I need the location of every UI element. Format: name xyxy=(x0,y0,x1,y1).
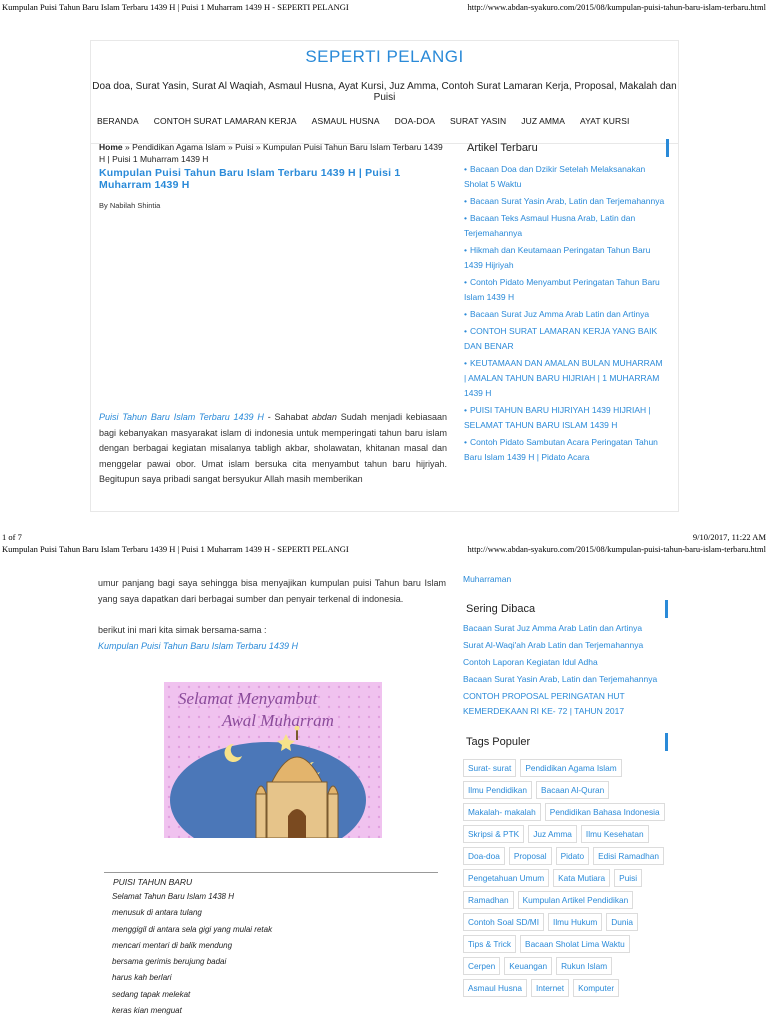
tag-chip[interactable]: Edisi Ramadhan xyxy=(593,847,664,865)
tag-chip[interactable]: Keuangan xyxy=(504,957,552,975)
sidebar-cont xyxy=(463,574,668,997)
greeting-line-2: Awal Muharram xyxy=(222,711,334,730)
artikel-item[interactable] xyxy=(464,356,669,401)
greeting-line-1: Selamat Menyambut xyxy=(178,689,318,708)
print-header-2 xyxy=(0,542,768,556)
artikel-link[interactable]: Bacaan Teks Asmaul Husna Arab, Latin dan Terjemahannya xyxy=(464,213,636,238)
print-header-title: Kumpulan Puisi Tahun Baru Islam Terbaru 1439 H | Puisi 1 Muharram 1439 H - SEPERTI PELANGI xyxy=(2,2,349,12)
tag-chip[interactable]: Surat- surat xyxy=(463,759,516,777)
tag-chip[interactable]: Internet xyxy=(531,979,569,997)
print-header-url: http://www.abdan-syakuro.com/2015/08/kumpulan-puisi-tahun-baru-islam-terbaru.html xyxy=(467,2,766,12)
artikel-item[interactable] xyxy=(464,324,669,354)
poem-line: harus kah berlari xyxy=(112,973,172,983)
tags-cloud xyxy=(463,759,668,997)
artikel-link[interactable]: Contoh Pidato Menyambut Peringatan Tahun Baru Islam 1439 H xyxy=(464,277,660,302)
tags-populer-title: Tags Populer xyxy=(463,733,668,751)
sering-dibaca-item[interactable]: CONTOH PROPOSAL PERINGATAN HUT KEMERDEKAAN RI KE- 72 | TAHUN 2017 xyxy=(463,691,625,716)
nav-item-contoh-surat-lamaran-kerja[interactable]: CONTOH SURAT LAMARAN KERJA xyxy=(153,116,297,126)
post-text: Sudah menjadi kebiasaan bagi kebanyakan masyarakat islam di indonesia untuk memperingati tahun baru islam dengan berbagai kegiatan misalanya tabligh akbar, sholawatan, khitanan masal dan menggelar pawai obor. Umat islam bersuka cita menyambut tahun baru hijriyah. Begitupun saya pribadi sangat bersyukur Allah masih memberikan xyxy=(99,412,447,484)
poem-line: bersama gerimis berujung badai xyxy=(112,957,227,967)
tag-chip[interactable]: Bacaan Al-Quran xyxy=(536,781,609,799)
nav-item-beranda[interactable]: BERANDA xyxy=(97,116,139,126)
post-author: By Nabilah Shintia xyxy=(99,201,161,210)
artikel-item[interactable] xyxy=(464,275,669,305)
mosque-illustration xyxy=(164,682,382,838)
tag-chip[interactable]: Kumpulan Artikel Pendidikan xyxy=(518,891,634,909)
sering-dibaca-item[interactable]: Bacaan Surat Juz Amma Arab Latin dan Artinya xyxy=(463,623,643,633)
breadcrumb-home[interactable]: Home xyxy=(99,142,123,152)
post-intro xyxy=(99,410,447,488)
breadcrumb-path[interactable]: » Pendidikan Agama Islam » Puisi » Kumpulan Puisi Tahun Baru Islam Terbaru 1439 H | Puisi 1 Muharram 1439 H xyxy=(99,142,443,164)
nav-item-surat-yasin[interactable]: SURAT YASIN xyxy=(450,116,507,126)
post-paragraph-2: umur panjang bagi saya sehingga bisa menyajikan kumpulan puisi Tahun baru Islam yang saya dapatkan dari berbagai sumber dan penyair terkenal di indonesia. xyxy=(98,578,446,604)
nav-item-juz-amma[interactable]: JUZ AMMA xyxy=(521,116,566,126)
print-date: 9/10/2017, 11:22 AM xyxy=(692,532,766,542)
bullet-icon: • xyxy=(464,405,467,415)
tag-chip[interactable]: Rukun Islam xyxy=(556,957,612,975)
site-tagline: Doa doa, Surat Yasin, Surat Al Waqiah, Asmaul Husna, Ayat Kursi, Juz Amma, Contoh Surat Lamaran Kerja, Proposal, Makalah dan Puisi xyxy=(92,81,677,103)
artikel-item[interactable] xyxy=(464,403,669,433)
artikel-item[interactable] xyxy=(464,243,669,273)
artikel-item[interactable] xyxy=(464,194,669,209)
bullet-icon: • xyxy=(464,245,467,255)
sidebar xyxy=(464,139,669,467)
tag-chip[interactable]: Skripsi & PTK xyxy=(463,825,524,843)
artikel-item[interactable] xyxy=(464,211,669,241)
tag-chip[interactable]: Puisi xyxy=(614,869,642,887)
sering-dibaca-item[interactable]: Contoh Laporan Kegiatan Idul Adha xyxy=(463,657,598,667)
poem-box xyxy=(104,872,438,1019)
post-text-em: abdan xyxy=(311,412,337,422)
print-header xyxy=(0,0,768,14)
artikel-list xyxy=(464,162,669,465)
tag-chip[interactable]: Pendidikan Bahasa Indonesia xyxy=(545,803,665,821)
artikel-link[interactable]: PUISI TAHUN BARU HIJRIYAH 1439 HIJRIAH | SELAMAT TAHUN BARU ISLAM 1439 H xyxy=(464,405,651,430)
poem-line: sedang tapak melekat xyxy=(112,989,191,999)
poem-lines xyxy=(104,889,438,1019)
artikel-link[interactable]: KEUTAMAAN DAN AMALAN BULAN MUHARRAM | AMALAN TAHUN BARU HIJRIAH | 1 MUHARRAM 1439 H xyxy=(464,358,663,398)
page-one xyxy=(90,40,679,512)
bullet-icon: • xyxy=(464,164,467,174)
poem-heading: PUISI TAHUN BARU xyxy=(113,877,193,887)
page-number: 1 of 7 xyxy=(2,532,22,542)
bullet-icon: • xyxy=(464,196,467,206)
poem-line: mencari mentari di balik mendung xyxy=(112,940,233,950)
bullet-icon: • xyxy=(464,437,467,447)
tag-chip[interactable]: Proposal xyxy=(509,847,552,865)
tag-chip[interactable]: Ramadhan xyxy=(463,891,514,909)
site-title[interactable]: SEPERTI PELANGI xyxy=(305,47,464,66)
main-content-cont xyxy=(98,576,446,654)
bullet-icon: • xyxy=(464,309,467,319)
nav-item-doa-doa[interactable]: DOA-DOA xyxy=(394,116,436,126)
sering-dibaca-title: Sering Dibaca xyxy=(463,600,668,618)
poem-line: menggigil di antara sela gigi yang mulai retak xyxy=(112,924,273,934)
tag-chip[interactable]: Ilmu Pendidikan xyxy=(463,781,532,799)
artikel-item[interactable] xyxy=(464,162,669,192)
tag-chip[interactable]: Pendidikan Agama Islam xyxy=(520,759,621,777)
artikel-link[interactable]: Bacaan Surat Yasin Arab, Latin dan Terjemahannya xyxy=(469,196,665,206)
tag-chip[interactable]: Dunia xyxy=(606,913,638,931)
post-text: - Sahabat xyxy=(263,412,312,422)
tag-chip[interactable]: Cerpen xyxy=(463,957,500,975)
tag-chip[interactable]: Ilmu Hukum xyxy=(548,913,602,931)
tag-chip[interactable]: Juz Amma xyxy=(528,825,577,843)
poem-line: keras kian menguat xyxy=(112,1006,182,1016)
post-title[interactable]: Kumpulan Puisi Tahun Baru Islam Terbaru 1439 H | Puisi 1 Muharram 1439 H xyxy=(99,167,401,191)
artikel-link[interactable]: Bacaan Surat Juz Amma Arab Latin dan Artinya xyxy=(469,309,650,319)
tag-chip[interactable]: Ilmu Kesehatan xyxy=(581,825,649,843)
poem-line: Selamat Tahun Baru Islam 1438 H xyxy=(112,892,234,901)
bullet-icon: • xyxy=(464,213,467,223)
page-two xyxy=(90,564,679,1024)
greeting-image xyxy=(164,682,382,838)
sering-dibaca-item[interactable]: Surat Al-Waqi'ah Arab Latin dan Terjemahannya xyxy=(463,640,644,650)
breadcrumb xyxy=(99,141,447,165)
artikel-item[interactable] xyxy=(464,307,669,322)
nav-item-ayat-kursi[interactable]: AYAT KURSI xyxy=(580,116,630,126)
tag-chip[interactable]: Komputer xyxy=(573,979,619,997)
post-lead-link[interactable]: Puisi Tahun Baru Islam Terbaru 1439 H xyxy=(99,412,264,422)
nav-item-asmaul-husna[interactable]: ASMAUL HUSNA xyxy=(311,116,380,126)
post-link-kumpulan[interactable]: Kumpulan Puisi Tahun Baru Islam Terbaru 1439 H xyxy=(98,640,298,651)
post-paragraph-3: berikut ini mari kita simak bersama-sama : xyxy=(98,625,267,635)
artikel-item[interactable] xyxy=(464,435,669,465)
artikel-link[interactable]: Bacaan Doa dan Dzikir Setelah Melaksanakan Sholat 5 Waktu xyxy=(464,164,646,189)
poem-line: menusuk di antara tulang xyxy=(112,908,202,918)
artikel-link[interactable]: CONTOH SURAT LAMARAN KERJA YANG BAIK DAN BENAR xyxy=(464,326,658,351)
tag-chip[interactable]: Kata Mutiara xyxy=(553,869,610,887)
sering-dibaca-list xyxy=(463,621,668,719)
artikel-continued[interactable]: Muharraman xyxy=(463,574,512,584)
print-header-title: Kumpulan Puisi Tahun Baru Islam Terbaru 1439 H | Puisi 1 Muharram 1439 H - SEPERTI PELANGI xyxy=(2,544,349,554)
tag-chip[interactable]: Bacaan Sholat Lima Waktu xyxy=(520,935,630,953)
bullet-icon: • xyxy=(464,277,467,287)
tag-chip[interactable]: Doa-doa xyxy=(463,847,505,865)
bullet-icon: • xyxy=(464,326,467,336)
sering-dibaca-item[interactable]: Bacaan Surat Yasin Arab, Latin dan Terjemahannya xyxy=(463,674,658,684)
artikel-link[interactable]: Contoh Pidato Sambutan Acara Peringatan Tahun Baru Islam 1439 H | Pidato Acara xyxy=(464,437,658,462)
tag-chip[interactable]: Asmaul Husna xyxy=(463,979,527,997)
tag-chip[interactable]: Pengetahuan Umum xyxy=(463,869,549,887)
artikel-link[interactable]: Hikmah dan Keutamaan Peringatan Tahun Baru 1439 Hijriyah xyxy=(464,245,651,270)
tag-chip[interactable]: Pidato xyxy=(556,847,590,865)
bullet-icon: • xyxy=(464,358,467,368)
print-header-url: http://www.abdan-syakuro.com/2015/08/kumpulan-puisi-tahun-baru-islam-terbaru.html xyxy=(467,544,766,554)
tag-chip[interactable]: Makalah- makalah xyxy=(463,803,541,821)
tag-chip[interactable]: Tips & Trick xyxy=(463,935,516,953)
main-content xyxy=(99,141,447,488)
tag-chip[interactable]: Contoh Soal SD/MI xyxy=(463,913,544,931)
artikel-terbaru-title: Artikel Terbaru xyxy=(464,139,669,157)
